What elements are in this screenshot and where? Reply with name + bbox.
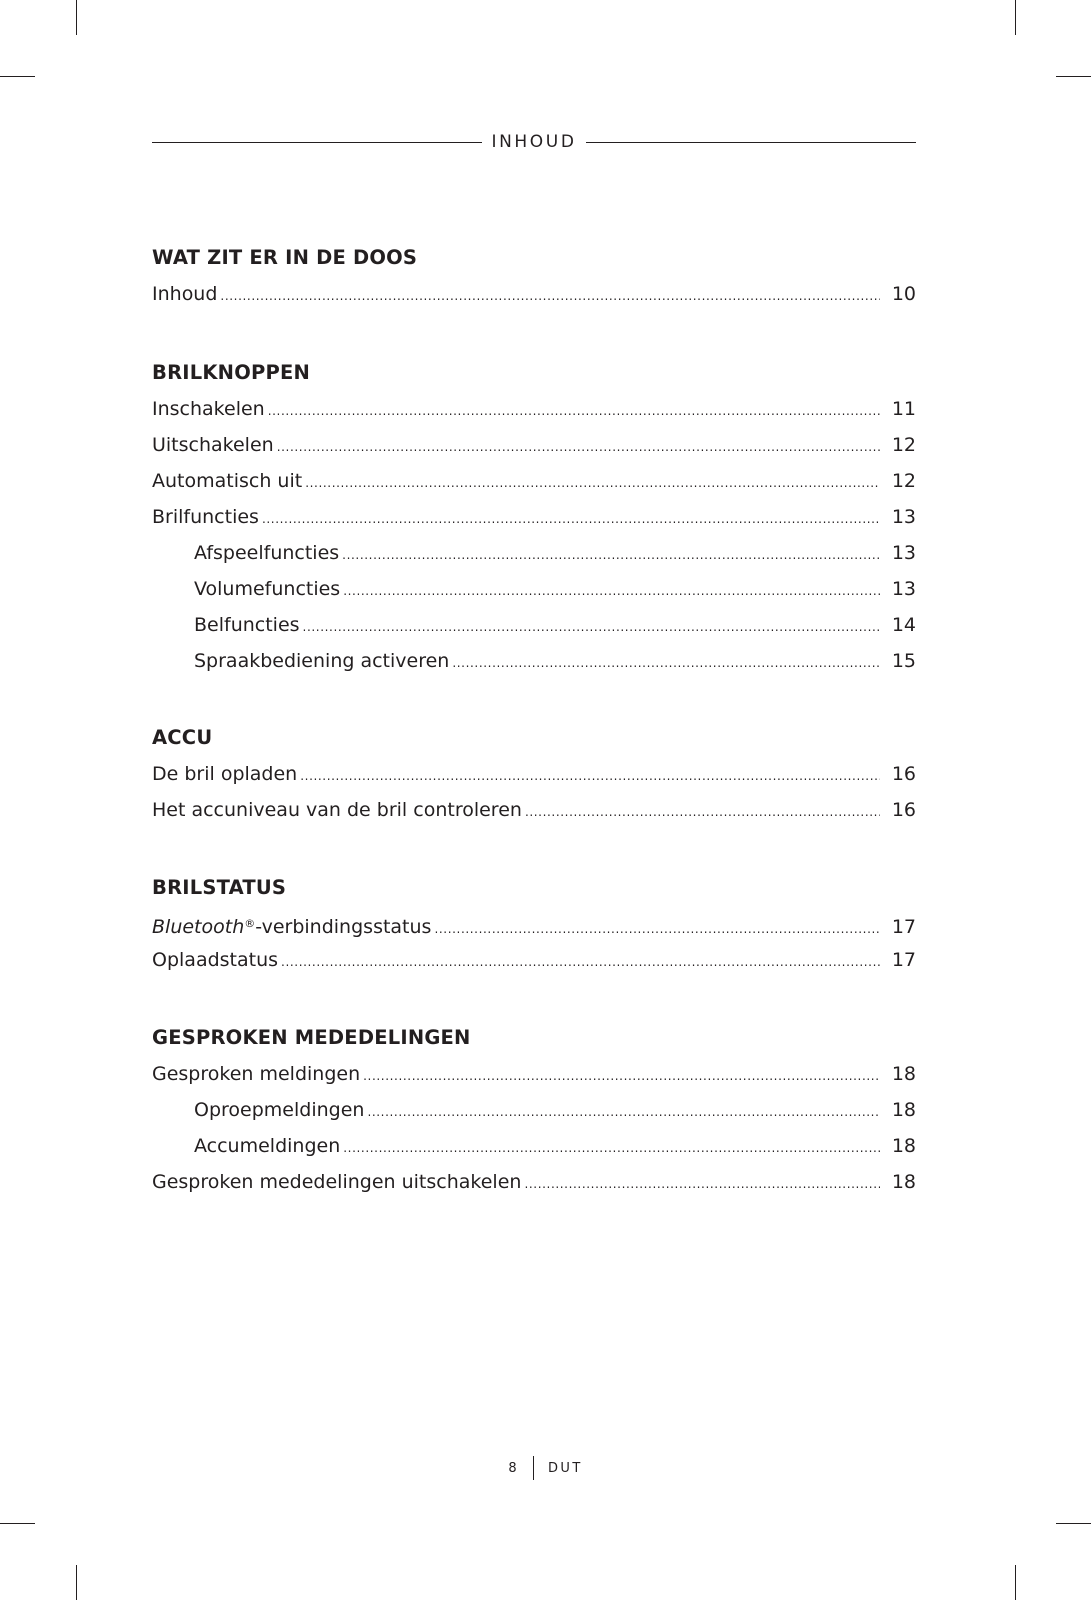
- section-heading: BRILSTATUS: [152, 876, 287, 899]
- toc-entry-page: 15: [891, 650, 916, 672]
- toc-entry-afspeelfuncties[interactable]: [152, 535, 916, 571]
- dot-leader: [525, 794, 880, 830]
- toc-entry-automatisch-uit[interactable]: [152, 463, 916, 499]
- toc-entry-spraakbediening-activeren[interactable]: [152, 643, 916, 679]
- toc-entry-label: Oproepmeldingen: [194, 1099, 365, 1121]
- toc-entry-label: Uitschakelen: [152, 434, 274, 456]
- toc-entry-page: 16: [891, 763, 916, 785]
- dot-leader: [363, 1058, 880, 1094]
- dot-leader: [343, 573, 880, 609]
- dot-leader: [262, 501, 880, 537]
- toc-entry-page: 10: [891, 283, 916, 305]
- crop-mark-bottom-left-vertical: [76, 1565, 77, 1600]
- toc-entry-label: Brilfuncties: [152, 506, 259, 528]
- dot-leader: [434, 911, 880, 947]
- language-code: DUT: [548, 1460, 583, 1476]
- crop-mark-top-right-horizontal: [1056, 76, 1091, 77]
- toc-entry-label: Gesproken meldingen: [152, 1063, 361, 1085]
- toc-entry-gesproken-meldingen[interactable]: [152, 1056, 916, 1092]
- bluetooth-word: Bluetooth: [152, 916, 245, 938]
- toc-entry-inschakelen[interactable]: [152, 391, 916, 427]
- dot-leader: [342, 537, 880, 573]
- dot-leader: [300, 758, 880, 794]
- toc-entry-label: Gesproken mededelingen uitschakelen: [152, 1171, 522, 1193]
- crop-mark-bottom-left-horizontal: [0, 1523, 35, 1524]
- toc-entry-page: 16: [891, 799, 916, 821]
- section-heading: GESPROKEN MEDEDELINGEN: [152, 1026, 471, 1049]
- toc-entry-accumeldingen[interactable]: [152, 1128, 916, 1164]
- toc-entry-accuniveau-controleren[interactable]: [152, 792, 916, 828]
- toc-entry-page: 18: [891, 1135, 916, 1157]
- toc-entry-label: Afspeelfuncties: [194, 542, 340, 564]
- toc-entry-oplaadstatus[interactable]: [152, 942, 916, 978]
- crop-mark-top-left-horizontal: [0, 76, 35, 77]
- toc-entry-page: 11: [891, 398, 916, 420]
- section-heading: ACCU: [152, 726, 213, 749]
- toc-entry-de-bril-opladen[interactable]: [152, 756, 916, 792]
- toc-entry-label: Het accuniveau van de bril controleren: [152, 799, 522, 821]
- toc-entry-oproepmeldingen[interactable]: [152, 1092, 916, 1128]
- toc-entry-label: [152, 906, 431, 945]
- crop-mark-top-left-vertical: [76, 0, 77, 35]
- toc-entry-bluetooth-verbindingsstatus[interactable]: [152, 906, 916, 942]
- toc-entry-label: Belfuncties: [194, 614, 300, 636]
- toc-entry-inhoud[interactable]: [152, 276, 916, 312]
- label-rest: -verbindingsstatus: [255, 916, 432, 938]
- page-title: INHOUD: [491, 132, 577, 152]
- header-rule-left: [152, 142, 482, 143]
- dot-leader: [452, 645, 880, 681]
- page-footer: [0, 1456, 1091, 1480]
- dot-leader: [367, 1094, 880, 1130]
- toc-entry-page: 17: [891, 949, 916, 971]
- crop-mark-bottom-right-horizontal: [1056, 1523, 1091, 1524]
- toc-entry-volumefuncties[interactable]: [152, 571, 916, 607]
- toc-entry-belfuncties[interactable]: [152, 607, 916, 643]
- registered-mark: ®: [244, 917, 256, 930]
- toc-entry-page: 13: [891, 542, 916, 564]
- crop-mark-top-right-vertical: [1015, 0, 1016, 35]
- dot-leader: [343, 1130, 880, 1166]
- toc-entry-page: 13: [891, 578, 916, 600]
- toc-entry-label: De bril opladen: [152, 763, 298, 785]
- toc-entry-label: Inschakelen: [152, 398, 265, 420]
- toc-entry-page: 18: [891, 1171, 916, 1193]
- page-number: 8: [508, 1460, 519, 1476]
- header-rule-right: [586, 142, 916, 143]
- toc-entry-label: Spraakbediening activeren: [194, 650, 450, 672]
- section-heading: WAT ZIT ER IN DE DOOS: [152, 246, 418, 269]
- toc-entry-page: 12: [891, 470, 916, 492]
- dot-leader: [524, 1166, 880, 1202]
- toc-entry-label: Inhoud: [152, 283, 218, 305]
- dot-leader: [277, 429, 880, 465]
- toc-entry-label: Oplaadstatus: [152, 949, 279, 971]
- toc-entry-label: Automatisch uit: [152, 470, 303, 492]
- toc-section-brilstatus: [152, 870, 916, 978]
- toc-entry-brilfuncties[interactable]: [152, 499, 916, 535]
- toc-entry-mededelingen-uitschakelen[interactable]: [152, 1164, 916, 1200]
- dot-leader: [268, 393, 880, 429]
- toc-entry-page: 18: [891, 1063, 916, 1085]
- toc-entry-page: 18: [891, 1099, 916, 1121]
- toc-entry-label: Accumeldingen: [194, 1135, 341, 1157]
- toc-section-wat-zit-er-in-de-doos: [152, 240, 916, 312]
- footer-separator: [533, 1456, 534, 1480]
- toc-entry-label: Volumefuncties: [194, 578, 341, 600]
- toc-section-accu: [152, 720, 916, 828]
- crop-mark-bottom-right-vertical: [1015, 1565, 1016, 1600]
- page-header: [152, 131, 916, 153]
- dot-leader: [281, 944, 880, 980]
- toc-entry-uitschakelen[interactable]: [152, 427, 916, 463]
- toc-section-gesproken-mededelingen: [152, 1020, 916, 1200]
- toc-entry-page: 13: [891, 506, 916, 528]
- dot-leader: [220, 278, 880, 314]
- toc-entry-page: 17: [891, 916, 916, 938]
- dot-leader: [305, 465, 880, 501]
- dot-leader: [303, 609, 880, 645]
- toc-entry-page: 12: [891, 434, 916, 456]
- toc-entry-page: 14: [891, 614, 916, 636]
- section-heading: BRILKNOPPEN: [152, 361, 310, 384]
- toc-section-brilknoppen: [152, 355, 916, 679]
